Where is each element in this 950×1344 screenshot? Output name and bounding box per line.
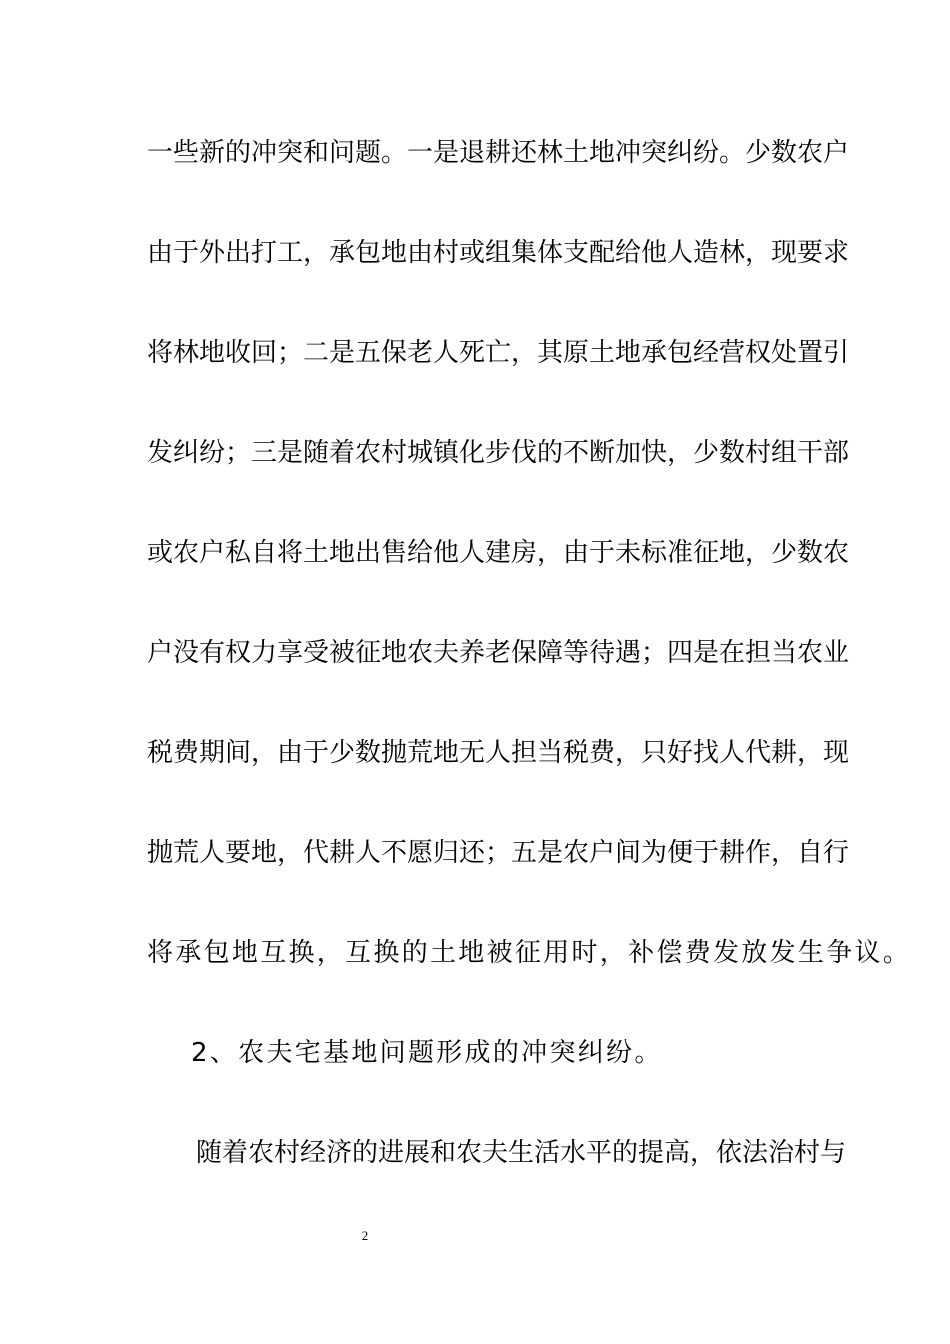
paragraph-line-1: 一些新的冲突和问题。一是退耕还林土地冲突纠纷。少数农户 [147, 138, 850, 168]
paragraph-line-2: 由于外出打工，承包地由村或组集体支配给他人造林，现要求 [147, 238, 850, 268]
paragraph-line-4: 发纠纷；三是随着农村城镇化步伐的不断加快，少数村组干部 [147, 438, 850, 468]
page-number: 2 [361, 1228, 369, 1243]
paragraph-line-7: 税费期间，由于少数抛荒地无人担当税费，只好找人代耕，现 [147, 738, 850, 768]
section-heading: 2、农夫宅基地问题形成的冲突纠纷。 [191, 1038, 663, 1068]
paragraph-line-5: 或农户私自将土地出售给他人建房，由于未标准征地，少数农 [147, 538, 850, 568]
paragraph-line-9: 将承包地互换，互换的土地被征用时，补偿费发放发生争议。 [147, 938, 912, 968]
paragraph-line-6: 户没有权力享受被征地农夫养老保障等待遇；四是在担当农业 [147, 638, 850, 668]
paragraph-line-8: 抛荒人要地，代耕人不愿归还；五是农户间为便于耕作，自行 [147, 838, 850, 868]
paragraph-start-line: 随着农村经济的进展和农夫生活水平的提高，依法治村与 [196, 1138, 847, 1168]
paragraph-line-3: 将林地收回；二是五保老人死亡，其原土地承包经营权处置引 [147, 338, 850, 368]
